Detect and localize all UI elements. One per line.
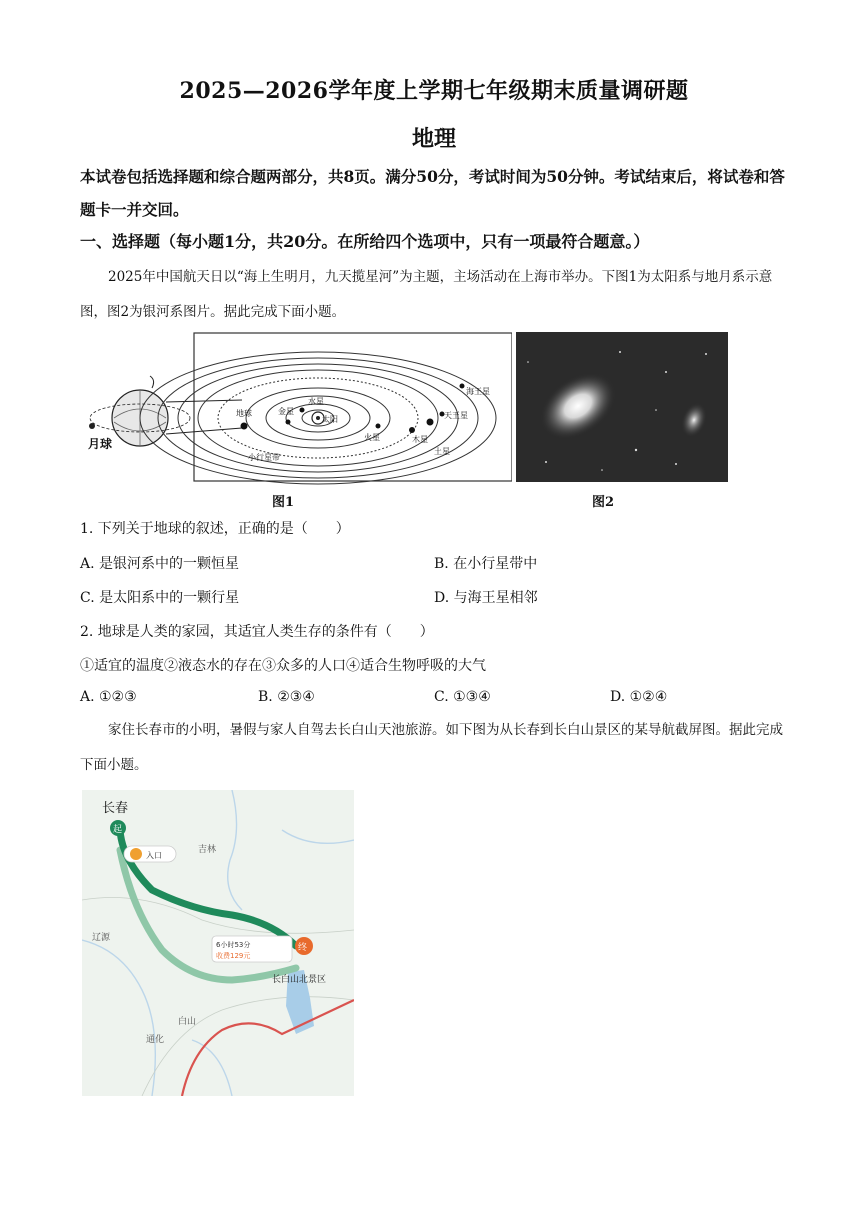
section-heading: 一、选择题（每小题1分，共20分。在所给四个选项中，只有一项最符合题意。）	[80, 232, 650, 251]
figure-1-caption: 图1	[272, 495, 295, 510]
navigation-map	[82, 790, 354, 1096]
moon-dot-icon	[89, 423, 95, 429]
city-liaoyuan: 辽源	[92, 933, 111, 943]
q1-option-d[interactable]: D. 与海王星相邻	[434, 590, 538, 606]
passage-2: 家住长春市的小明，暑假与家人自驾去长白山天池旅游。如下图为从长春到长白山景区的某导航截屏图。据此完成下面小题。	[80, 722, 783, 773]
city-tonghua: 通化	[146, 1035, 165, 1045]
start-city-label: 长春	[102, 801, 129, 816]
q2-option-c[interactable]: C. ①③④	[434, 689, 491, 705]
label-earth: 地球	[236, 409, 252, 418]
label-sun: 太阳	[322, 415, 338, 424]
figure-2-caption: 图2	[592, 495, 615, 510]
passage-1: 2025年中国航天日以“海上生明月，九天揽星河”为主题，主场活动在上海市举办。下图1为太阳系与地月系示意图，图2为银河系图片。据此完成下面小题。	[80, 269, 773, 320]
label-mars: 火星	[364, 433, 380, 442]
q1-option-a[interactable]: A. 是银河系中的一颗恒星	[80, 556, 240, 572]
q2-option-a[interactable]: A. ①②③	[80, 689, 137, 705]
q2-option-b[interactable]: B. ②③④	[258, 689, 315, 705]
label-uranus: 天王星	[444, 411, 468, 420]
figure-2-galaxy	[516, 332, 728, 482]
question-1-stem: 1. 下列关于地球的叙述，正确的是（ ）	[80, 521, 350, 537]
route-time-label: 6小时53分	[216, 941, 251, 949]
question-2-stem: 2. 地球是人类的家园，其适宜人类生存的条件有（ ）	[80, 624, 434, 640]
start-badge-icon: 起	[113, 825, 123, 835]
label-jupiter: 木星	[412, 435, 428, 444]
route-map	[82, 790, 354, 1096]
city-baishan: 白山	[178, 1017, 197, 1027]
entrance-label: 入口	[146, 851, 162, 860]
city-jilin: 吉林	[198, 845, 217, 855]
label-mercury: 水星	[308, 397, 324, 406]
q2-option-d[interactable]: D. ①②④	[610, 689, 668, 705]
end-badge-icon: 终	[298, 943, 308, 953]
label-moon: 月球	[88, 437, 113, 451]
question-2-conditions: ①适宜的温度②液态水的存在③众多的人口④适合生物呼吸的大气	[80, 658, 486, 674]
figure-1-solar-system	[82, 330, 512, 485]
label-saturn: 土星	[434, 447, 450, 456]
label-neptune: 海王星	[466, 387, 490, 396]
route-fee-label: 收费129元	[216, 952, 251, 960]
label-asteroid-belt: 小行星带	[248, 453, 280, 462]
q1-option-c[interactable]: C. 是太阳系中的一颗行星	[80, 590, 240, 606]
subject-title: 地理	[411, 126, 456, 152]
label-venus: 金星	[278, 407, 294, 416]
exam-title: 2025—2026学年度上学期七年级期末质量调研题	[179, 78, 689, 104]
exam-instructions: 本试卷包括选择题和综合题两部分，共8页。满分50分，考试时间为50分钟。考试结束后，将试卷和答题卡一并交回。	[80, 167, 785, 219]
solar-system-diagram	[82, 330, 512, 485]
q1-option-b[interactable]: B. 在小行星带中	[434, 556, 538, 572]
destination-label: 长白山北景区	[272, 975, 327, 985]
galaxy-image	[516, 332, 728, 482]
